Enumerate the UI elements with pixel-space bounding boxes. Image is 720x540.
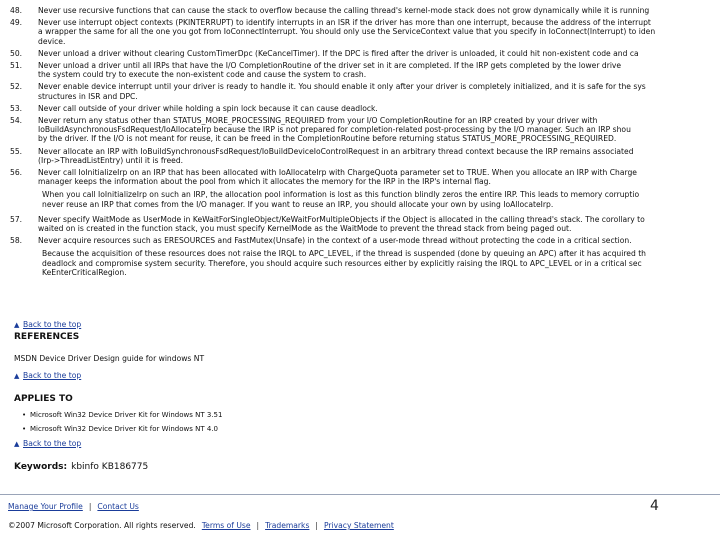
bullet-icon: • <box>22 425 27 433</box>
footer-divider <box>0 494 720 495</box>
list-item <box>10 147 720 165</box>
up-arrow-icon: ▲ <box>14 320 20 329</box>
list-item <box>10 6 720 15</box>
item-text-line: by the driver. If the I/O is not meant for reuse, it can be freed in the CompletionRoutine before returning status STATUS_MORE_PROCESSING_REQUIRED. <box>38 134 617 144</box>
list-item <box>10 61 720 79</box>
references-text: MSDN Device Driver Design guide for windows NT <box>14 354 205 363</box>
item-number: 56. <box>10 168 23 178</box>
back-to-top-link-1[interactable] <box>14 320 81 329</box>
item-text <box>38 49 720 58</box>
item-text-line: Never use recursive functions that can cause the stack to overflow because the calling thread's kernel-mode stack does not grow dynamically while it is running <box>38 6 650 15</box>
back-to-top-label[interactable]: Back to the top <box>23 320 82 329</box>
item-text-line: manager keeps the information about the pool from which it allocates the memory for the IRP in the IRP's internal flag. <box>38 177 491 187</box>
list-item <box>10 49 720 58</box>
back-to-top-link-2[interactable] <box>14 371 81 380</box>
item-text <box>38 236 720 245</box>
trademarks-link[interactable]: Trademarks <box>265 521 310 530</box>
footer-links-top <box>8 502 139 511</box>
back-to-top-label[interactable]: Back to the top <box>23 439 82 448</box>
keywords-line <box>14 462 148 472</box>
item-paragraph <box>42 249 720 277</box>
slide-page-number: 4 <box>650 498 659 514</box>
item-text <box>38 18 720 46</box>
footer-separator: | <box>315 521 318 530</box>
item-text-line: the system could try to execute the non-existent code and cause the system to crash. <box>38 70 367 80</box>
back-to-top-link-3[interactable] <box>14 439 81 448</box>
contact-us-link[interactable]: Contact Us <box>97 502 139 511</box>
item-text <box>38 215 720 233</box>
paragraph-line: KeEnterCriticalRegion. <box>42 267 127 277</box>
item-text <box>38 116 720 144</box>
up-arrow-icon: ▲ <box>14 371 20 380</box>
item-text-line: Never specify WaitMode as UserMode in KeWaitForSingleObject/KeWaitForMultipleObjects if the Object is allocated in the calling thread's stack. The corollary to <box>38 214 645 224</box>
item-text-line: structures in ISR and DPC. <box>38 91 138 101</box>
item-text <box>38 104 720 113</box>
item-number: 53. <box>10 103 23 113</box>
item-text-line: Never enable device interrupt until your driver is ready to handle it. You should enable it only after your driver is completely initialized, and it is safe for the sys <box>38 82 646 92</box>
footer-separator: | <box>88 502 92 511</box>
item-text-line: Never call IoInitializeIrp on an IRP that has been allocated with IoAllocateIrp with ChargeQuota parameter set to TRUE. When you allocate an IRP with Charge <box>38 168 637 178</box>
back-to-top-label[interactable]: Back to the top <box>23 371 82 380</box>
item-text-line: (Irp->ThreadListEntry) until it is freed. <box>38 155 184 165</box>
guideline-list <box>10 6 720 283</box>
list-item <box>10 116 720 144</box>
applies-to-heading: APPLIES TO <box>14 394 73 404</box>
item-text-line: Never call outside of your driver while holding a spin lock because it can cause deadlock. <box>38 103 378 113</box>
item-text-line: Never return any status other than STATUS_MORE_PROCESSING_REQUIRED from your I/O CompletionRoutine for an IRP created by your driver with <box>38 116 598 126</box>
item-text-line: device. <box>38 36 66 46</box>
item-text-line: a wrapper the same for all the one you got from IoConnectInterrupt. You should only use the ServiceContext value that you specify in IoConnect(Interrupt) to iden <box>38 27 656 37</box>
item-number: 51. <box>10 61 23 71</box>
applies-to-item: • Microsoft Win32 Device Driver Kit for Windows NT 3.51 <box>22 411 223 419</box>
paragraph-line: deadlock and compromise system security. Therefore, you should acquire such resources either by explicitly raising the IRQL to APC_LEVEL or in a critical sec <box>42 258 642 268</box>
paragraph-line: Because the acquisition of these resources does not raise the IRQL to APC_LEVEL, if the thread is suspended (done by queuing an APC) after it has acquired th <box>42 249 646 259</box>
item-text-line: Never acquire resources such as ERESOURCES and FastMutex(Unsafe) in the context of a user-mode thread without protecting the code in a critical section. <box>38 236 632 246</box>
references-heading: REFERENCES <box>14 332 80 342</box>
item-text <box>38 147 720 165</box>
item-text-line: Never unload a driver without clearing CustomTimerDpc (KeCancelTimer). If the DPC is fired after the driver is unloaded, it could hit non-existent code and ca <box>38 48 639 58</box>
item-number: 58. <box>10 236 23 246</box>
list-item <box>10 236 720 245</box>
list-item <box>10 82 720 100</box>
item-number: 50. <box>10 48 23 58</box>
item-number: 54. <box>10 116 23 126</box>
list-item <box>10 18 720 46</box>
item-number: 49. <box>10 18 23 28</box>
up-arrow-icon: ▲ <box>14 439 20 448</box>
paragraph-line: never reuse an IRP that comes from the I/O manager. If you want to reuse an IRP, you should allocate your own by using IoAllocateIrp. <box>42 199 554 209</box>
list-item <box>10 104 720 113</box>
item-number: 52. <box>10 82 23 92</box>
privacy-statement-link[interactable]: Privacy Statement <box>323 521 394 530</box>
footer-separator: | <box>256 521 260 530</box>
list-item <box>10 168 720 186</box>
keywords-label: Keywords: <box>14 462 68 472</box>
terms-of-use-link[interactable]: Terms of Use <box>201 521 251 530</box>
item-text-line: Never use interrupt object contexts (PKINTERRUPT) to identify interrupts in an ISR if the driver has more than one interrupt, because the address of the interrupt <box>38 18 651 28</box>
applies-to-item: • Microsoft Win32 Device Driver Kit for Windows NT 4.0 <box>22 425 218 433</box>
footer-links-bottom <box>8 521 394 530</box>
item-text-line: waited on is created in the function stack, you must specify KernelMode as the WaitMode to prevent the thread stack from being paged out. <box>38 224 572 234</box>
list-item <box>10 215 720 233</box>
item-text-line: IoBuildAsynchronousFsdRequest/IoAllocateIrp because the IRP is not prepared for completion-related post-processing by the I/O manager. Such an IRP shou <box>38 125 631 135</box>
bullet-icon: • <box>22 411 27 419</box>
manage-profile-link[interactable]: Manage Your Profile <box>8 502 83 511</box>
item-text <box>38 168 720 186</box>
item-text <box>38 82 720 100</box>
item-text <box>38 6 720 15</box>
item-text-line: Never allocate an IRP with IoBuildSynchronousFsdRequest/IoBuildDeviceIoControlRequest in an arbitrary thread context because the IRP remains associated <box>38 146 634 156</box>
paragraph-line: When you call IoInitializeIrp on such an IRP, the allocation pool information is lost as this function blindly zeros the entire IRP. This leads to memory corruptio <box>42 190 640 200</box>
item-text <box>38 61 720 79</box>
item-text-line: Never unload a driver until all IRPs that have the I/O CompletionRoutine of the driver set in it are completed. If the IRP gets completed by the lower drive <box>38 61 622 71</box>
item-number: 57. <box>10 214 23 224</box>
keywords-value: kbinfo KB186775 <box>71 462 149 472</box>
item-paragraph <box>42 190 720 208</box>
item-number: 48. <box>10 6 23 15</box>
copyright-text: ©2007 Microsoft Corporation. All rights reserved. <box>8 521 196 530</box>
item-number: 55. <box>10 146 23 156</box>
